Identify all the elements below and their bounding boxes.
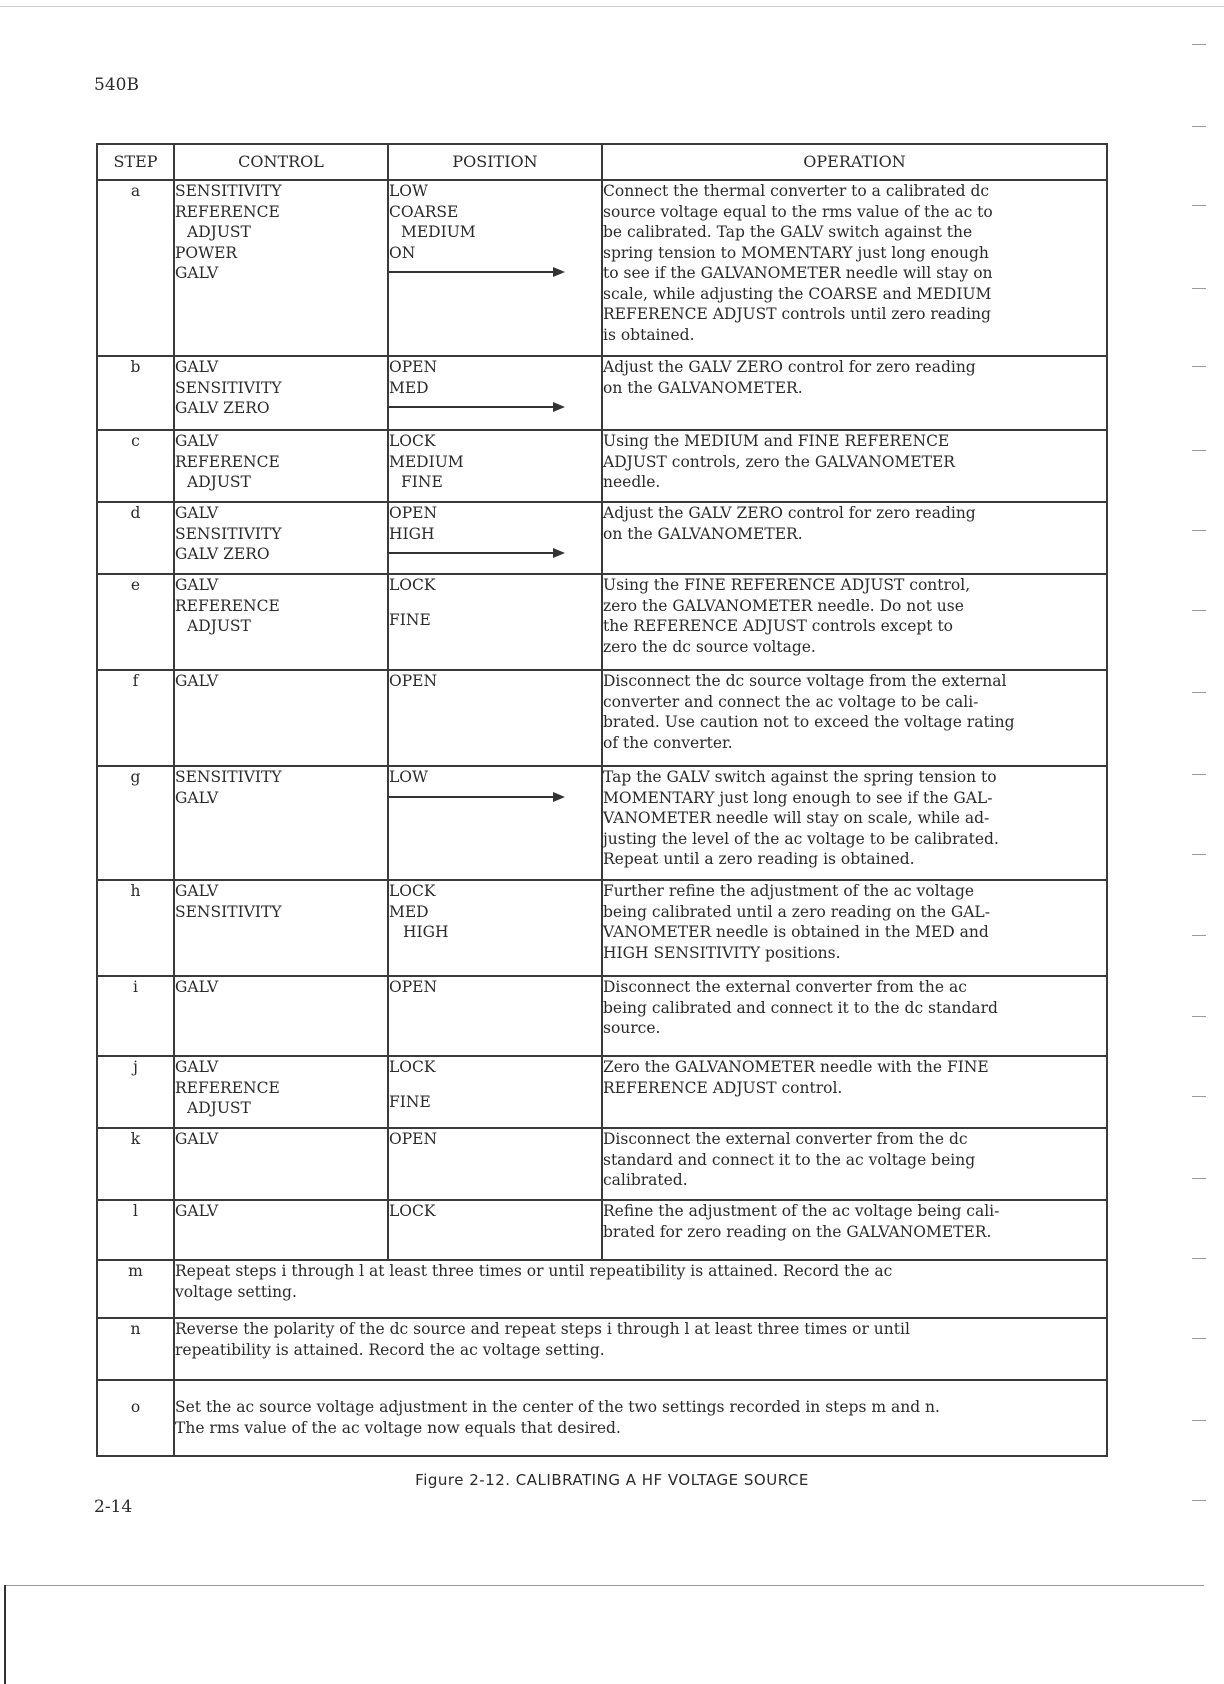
position-cell [388, 502, 602, 574]
control-line: REFERENCE [175, 596, 280, 615]
operation-line: be calibrated. Tap the GALV switch against the [603, 223, 973, 241]
arrow-icon [389, 546, 565, 560]
control-line: GALV [175, 672, 219, 690]
position-line: LOCK [389, 882, 436, 900]
step-label: g [97, 766, 174, 880]
step-label: b [97, 356, 174, 430]
arrow-icon [389, 790, 565, 804]
position-cell [388, 1128, 602, 1200]
operation-line: on the GALVANOMETER. [603, 524, 803, 543]
operation-cell [602, 976, 1107, 1056]
margin-mark [1192, 1016, 1206, 1017]
operation-line: calibrated. [603, 1171, 688, 1189]
position-line: COARSE [389, 202, 459, 221]
control-line: GALV [175, 358, 219, 376]
operation-line: being calibrated and connect it to the dc standard [603, 998, 998, 1017]
operation-line: Tap the GALV switch against the spring tension to [603, 768, 997, 786]
instruction-cell [174, 1380, 1107, 1456]
operation-line: brated for zero reading on the GALVANOMETER. [603, 1222, 992, 1241]
operation-cell [602, 670, 1107, 766]
position-line: FINE [389, 610, 431, 629]
operation-line: zero the dc source voltage. [603, 637, 816, 656]
margin-mark [1192, 1096, 1206, 1097]
operation-cell [602, 574, 1107, 670]
control-line: ADJUST [187, 1099, 251, 1117]
control-line: REFERENCE [175, 1078, 280, 1097]
table-row [97, 1260, 1107, 1318]
margin-mark [1192, 450, 1206, 451]
header-operation: OPERATION [602, 144, 1107, 180]
step-label: f [97, 670, 174, 766]
step-label: e [97, 574, 174, 670]
table-row [97, 1318, 1107, 1380]
operation-line: Disconnect the external converter from the ac [603, 978, 967, 996]
operation-line: ADJUST controls, zero the GALVANOMETER [603, 452, 955, 471]
control-line: GALV [175, 1202, 219, 1220]
step-label: h [97, 880, 174, 976]
position-cell [388, 574, 602, 670]
operation-line: being calibrated until a zero reading on the GAL- [603, 902, 990, 921]
operation-cell [602, 430, 1107, 502]
control-cell [174, 430, 388, 502]
operation-line: on the GALVANOMETER. [603, 378, 803, 397]
position-line: MEDIUM [389, 452, 464, 471]
operation-line: justing the level of the ac voltage to be calibrated. [603, 829, 999, 848]
position-line: LOCK [389, 576, 436, 594]
position-cell [388, 180, 602, 356]
operation-line: Refine the adjustment of the ac voltage being cali- [603, 1202, 1000, 1220]
position-line: HIGH [403, 923, 449, 941]
operation-line: scale, while adjusting the COARSE and MEDIUM [603, 284, 992, 303]
figure-caption: Figure 2-12. CALIBRATING A HF VOLTAGE SOURCE [415, 1471, 809, 1489]
operation-line: Disconnect the external converter from the dc [603, 1130, 968, 1148]
control-cell [174, 1056, 388, 1128]
operation-line: the REFERENCE ADJUST controls except to [603, 617, 954, 635]
control-line: SENSITIVITY [175, 524, 282, 543]
operation-line: Adjust the GALV ZERO control for zero reading [603, 504, 976, 522]
table-row [97, 356, 1107, 430]
table-row [97, 880, 1107, 976]
margin-mark [1192, 288, 1206, 289]
table-row [97, 976, 1107, 1056]
operation-cell [602, 1056, 1107, 1128]
control-line: ADJUST [187, 473, 251, 491]
operation-line: source voltage equal to the rms value of the ac to [603, 202, 993, 221]
control-line: SENSITIVITY [175, 378, 282, 397]
control-line: GALV ZERO [175, 399, 270, 417]
position-cell [388, 670, 602, 766]
control-line: GALV [175, 264, 219, 282]
instruction-cell [174, 1318, 1107, 1380]
margin-mark [1192, 1500, 1206, 1501]
margin-mark [1192, 530, 1206, 531]
position-cell [388, 1056, 602, 1128]
step-label: n [97, 1318, 174, 1380]
step-label: c [97, 430, 174, 502]
calibration-procedure-table [96, 143, 1108, 1457]
operation-line: MOMENTARY just long enough to see if the GAL- [603, 788, 993, 807]
position-cell [388, 976, 602, 1056]
control-cell [174, 1200, 388, 1260]
operation-cell [602, 766, 1107, 880]
header-control: CONTROL [174, 144, 388, 180]
margin-mark [1192, 774, 1206, 775]
control-cell [174, 976, 388, 1056]
operation-line: Using the MEDIUM and FINE REFERENCE [603, 432, 950, 450]
instruction-cell [174, 1260, 1107, 1318]
margin-mark [1192, 205, 1206, 206]
margin-mark [1192, 610, 1206, 611]
operation-line: HIGH SENSITIVITY positions. [603, 943, 841, 962]
control-line: ADJUST [187, 617, 251, 635]
position-line: LOW [389, 768, 428, 786]
control-line: GALV ZERO [175, 545, 270, 563]
operation-cell [602, 180, 1107, 356]
table-row [97, 1380, 1107, 1456]
operation-line: needle. [603, 473, 661, 491]
operation-line: is obtained. [603, 325, 695, 344]
operation-line: VANOMETER needle will stay on scale, while ad- [603, 809, 990, 827]
table-row [97, 1200, 1107, 1260]
position-line: LOW [389, 182, 428, 200]
control-line: SENSITIVITY [175, 182, 282, 200]
operation-cell [602, 1128, 1107, 1200]
operation-line: REFERENCE ADJUST controls until zero reading [603, 305, 991, 323]
position-line: MED [389, 378, 429, 397]
operation-line: Connect the thermal converter to a calibrated dc [603, 182, 990, 200]
position-line: LOCK [389, 432, 436, 450]
position-line: MEDIUM [401, 223, 476, 241]
step-label: j [97, 1056, 174, 1128]
control-line: REFERENCE [175, 202, 280, 221]
operation-line: Zero the GALVANOMETER needle with the FINE [603, 1058, 989, 1076]
table-row [97, 670, 1107, 766]
control-line: GALV [175, 1058, 219, 1076]
arrow-icon [389, 400, 565, 414]
position-cell [388, 880, 602, 976]
margin-mark [1192, 126, 1206, 127]
operation-line: Further refine the adjustment of the ac voltage [603, 882, 975, 900]
control-line: REFERENCE [175, 452, 280, 471]
position-line: LOCK [389, 1202, 436, 1220]
margin-mark [1192, 1338, 1206, 1339]
margin-mark [1192, 935, 1206, 936]
operation-line: VANOMETER needle is obtained in the MED and [603, 923, 989, 941]
position-line: LOCK [389, 1058, 436, 1076]
margin-mark [1192, 854, 1206, 855]
position-cell [388, 766, 602, 880]
margin-mark [1192, 1420, 1206, 1421]
operation-line: source. [603, 1019, 661, 1037]
operation-line: Repeat until a zero reading is obtained. [603, 850, 915, 868]
instruction-line: voltage setting. [175, 1282, 297, 1301]
table-row [97, 1056, 1107, 1128]
margin-mark [1192, 366, 1206, 367]
instruction-line: repeatibility is attained. Record the ac voltage setting. [175, 1340, 605, 1359]
step-label: i [97, 976, 174, 1056]
control-cell [174, 670, 388, 766]
operation-line: Using the FINE REFERENCE ADJUST control, [603, 576, 971, 594]
header-position: POSITION [388, 144, 602, 180]
position-line: OPEN [389, 504, 438, 522]
control-line: GALV [175, 432, 219, 450]
control-cell [174, 180, 388, 356]
arrow-icon [389, 265, 565, 279]
table-row [97, 766, 1107, 880]
instruction-line: The rms value of the ac voltage now equals that desired. [175, 1418, 621, 1437]
header-step: STEP [97, 144, 174, 180]
position-cell [388, 1200, 602, 1260]
instruction-line: Repeat steps i through l at least three times or until repeatibility is attained. Record the ac [175, 1262, 893, 1280]
position-line: MED [389, 902, 429, 921]
position-cell [388, 356, 602, 430]
operation-cell [602, 502, 1107, 574]
table-header-row [97, 144, 1107, 180]
operation-line: converter and connect the ac voltage to be cali- [603, 692, 979, 711]
control-cell [174, 766, 388, 880]
operation-cell [602, 880, 1107, 976]
instruction-line: Set the ac source voltage adjustment in the center of the two settings recorded in steps m and n. [175, 1398, 940, 1416]
position-line: OPEN [389, 672, 438, 690]
operation-line: REFERENCE ADJUST control. [603, 1078, 843, 1097]
control-line: POWER [175, 243, 238, 262]
control-line: ADJUST [187, 223, 251, 241]
position-line: ON [389, 243, 416, 262]
margin-mark [1192, 44, 1206, 45]
table-row [97, 574, 1107, 670]
table-row [97, 180, 1107, 356]
control-line: GALV [175, 1130, 219, 1148]
left-edge-bar [4, 1585, 6, 1684]
step-label: o [97, 1380, 174, 1456]
control-cell [174, 502, 388, 574]
position-line: OPEN [389, 1130, 438, 1148]
table-row [97, 502, 1107, 574]
top-rule [0, 6, 1224, 7]
control-cell [174, 1128, 388, 1200]
operation-line: spring tension to MOMENTARY just long enough [603, 243, 989, 262]
operation-line: Adjust the GALV ZERO control for zero reading [603, 358, 976, 376]
position-line: HIGH [389, 524, 435, 543]
control-line: GALV [175, 788, 219, 807]
step-label: k [97, 1128, 174, 1200]
position-line: FINE [401, 473, 443, 491]
position-line: OPEN [389, 978, 438, 996]
step-label: l [97, 1200, 174, 1260]
model-number: 540B [94, 75, 139, 95]
position-line: OPEN [389, 358, 438, 376]
margin-mark [1192, 692, 1206, 693]
operation-line: of the converter. [603, 733, 733, 752]
control-cell [174, 574, 388, 670]
control-cell [174, 880, 388, 976]
control-line: GALV [175, 576, 219, 594]
instruction-line: Reverse the polarity of the dc source and repeat steps i through l at least three times or until [175, 1320, 910, 1338]
control-line: SENSITIVITY [175, 902, 282, 921]
operation-line: zero the GALVANOMETER needle. Do not use [603, 596, 964, 615]
operation-cell [602, 1200, 1107, 1260]
operation-line: Disconnect the dc source voltage from the external [603, 672, 1007, 690]
control-cell [174, 356, 388, 430]
operation-line: brated. Use caution not to exceed the voltage rating [603, 713, 1015, 731]
table-row [97, 430, 1107, 502]
margin-mark [1192, 1178, 1206, 1179]
operation-line: standard and connect it to the ac voltage being [603, 1150, 976, 1169]
control-line: GALV [175, 882, 219, 900]
control-line: GALV [175, 978, 219, 996]
page-number: 2-14 [94, 1497, 133, 1517]
step-label: a [97, 180, 174, 356]
operation-cell [602, 356, 1107, 430]
control-line: SENSITIVITY [175, 768, 282, 786]
control-line: GALV [175, 504, 219, 522]
operation-line: to see if the GALVANOMETER needle will stay on [603, 264, 993, 282]
position-cell [388, 430, 602, 502]
step-label: d [97, 502, 174, 574]
table-row [97, 1128, 1107, 1200]
bottom-rule [4, 1585, 1204, 1586]
position-line: FINE [389, 1092, 431, 1111]
step-label: m [97, 1260, 174, 1318]
margin-mark [1192, 1258, 1206, 1259]
